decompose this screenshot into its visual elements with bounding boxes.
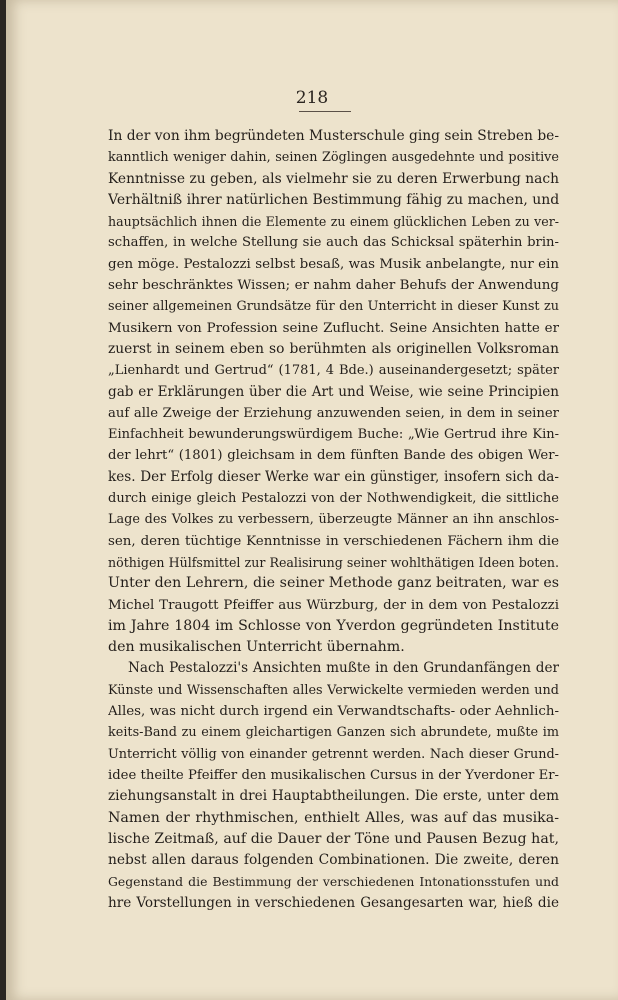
text-line: nöthigen Hülfsmittel zur Realisirung seiner wohlthätigen Ideen boten. <box>108 554 559 570</box>
text-line: Künste und Wissenschaften alles Verwickelte vermieden werden und <box>108 682 559 698</box>
paragraph-end-line: den musikalischen Unterricht übernahm. <box>108 639 405 656</box>
text-line: hauptsächlich ihnen die Elemente zu einem glücklichen Leben zu ver- <box>108 214 559 230</box>
text-line: Gegenstand die Bestimmung der verschiedenen Intonationsstufen und <box>108 874 559 890</box>
text-line: Michel Traugott Pfeiffer aus Würzburg, der in dem von Pestalozzi <box>108 597 559 613</box>
text-line: kes. Der Erfolg dieser Werke war ein günstiger, insofern sich da- <box>108 468 559 485</box>
text-line: hre Vorstellungen in verschiedenen Gesangesarten war, hieß die <box>108 894 559 911</box>
book-page <box>6 0 618 1000</box>
text-line: ziehungsanstalt in drei Hauptabtheilungen. Die erste, unter dem <box>108 788 559 805</box>
text-line: Namen der rhythmischen, enthielt Alles, was auf das musika- <box>108 809 559 826</box>
text-line: Alles, was nicht durch irgend ein Verwandtschafts- oder Aehnlich- <box>108 704 559 720</box>
text-line: auf alle Zweige der Erziehung anzuwenden seien, in dem in seiner <box>108 405 559 421</box>
text-line: In der von ihm begründeten Musterschule ging sein Streben be- <box>108 128 559 144</box>
text-line: „Lienhardt und Gertrud“ (1781, 4 Bde.) auseinandergesetzt; später <box>108 363 559 379</box>
text-line: Unter den Lehrern, die seiner Methode ganz beitraten, war es <box>108 575 559 592</box>
text-line: schaffen, in welche Stellung sie auch das Schicksal späterhin brin- <box>108 235 559 251</box>
text-line: der lehrt“ (1801) gleichsam in dem fünften Bande des obigen Wer- <box>108 448 559 464</box>
text-line: zuerst in seinem eben so berühmten als originellen Volksroman <box>108 340 559 357</box>
text-line: keits-Band zu einem gleichartigen Ganzen sich abrundete, mußte im <box>108 725 559 741</box>
text-line: Einfachheit bewunderungswürdigem Buche: „Wie Gertrud ihre Kin- <box>108 427 559 443</box>
text-line: sehr beschränktes Wissen; er nahm daher Behufs der Anwendung <box>108 278 559 294</box>
text-line: sen, deren tüchtige Kenntnisse in verschiedenen Fächern ihm die <box>108 533 559 549</box>
text-line: im Jahre 1804 im Schlosse von Yverdon gegründeten Institute <box>108 617 559 634</box>
text-line: durch einige gleich Pestalozzi von der Nothwendigkeit, die sittliche <box>108 491 559 507</box>
text-line: seiner allgemeinen Grundsätze für den Unterricht in dieser Kunst zu <box>108 299 559 315</box>
body-text <box>108 126 559 914</box>
page-number-rule <box>299 111 351 112</box>
text-line: lische Zeitmaß, auf die Dauer der Töne und Pausen Bezug hat, <box>108 830 559 847</box>
paragraph-start-line: Nach Pestalozzi's Ansichten mußte in den Grundanfängen der <box>128 660 559 677</box>
text-line: Kenntnisse zu geben, als vielmehr sie zu deren Erwerbung nach <box>108 170 559 187</box>
text-line: gen möge. Pestalozzi selbst besaß, was Musik anbelangte, nur ein <box>108 256 559 272</box>
text-line: nebst allen daraus folgenden Combinationen. Die zweite, deren <box>108 852 559 869</box>
text-line: Musikern von Profession seine Zuflucht. Seine Ansichten hatte er <box>108 320 559 336</box>
text-line: Verhältniß ihrer natürlichen Bestimmung fähig zu machen, und <box>108 191 559 208</box>
text-line: Lage des Volkes zu verbessern, überzeugte Männer an ihn anschlos- <box>108 512 559 528</box>
page-number: 218 <box>295 88 329 108</box>
text-line: Unterricht völlig von einander getrennt werden. Nach dieser Grund- <box>108 746 559 762</box>
text-line: gab er Erklärungen über die Art und Weise, wie seine Principien <box>108 383 559 400</box>
text-line: kanntlich weniger dahin, seinen Zöglingen ausgedehnte und positive <box>108 150 559 166</box>
text-line: idee theilte Pfeiffer den musikalischen Cursus in der Yverdoner Er- <box>108 767 559 783</box>
